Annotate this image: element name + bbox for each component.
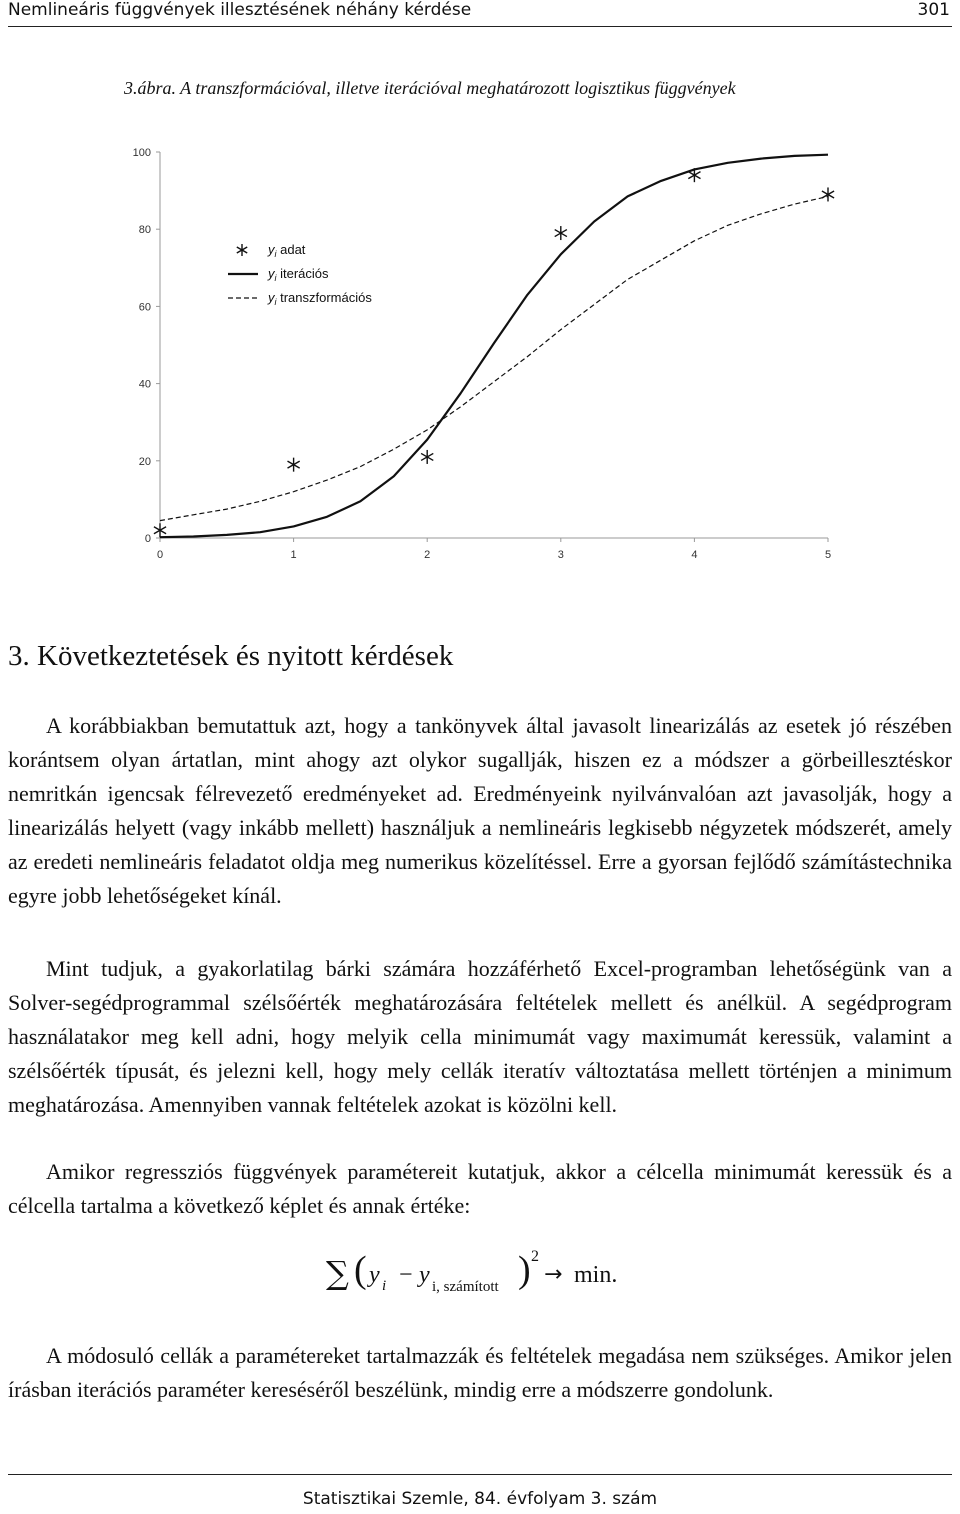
y-tick-label: 20	[138, 455, 151, 468]
data-point	[288, 458, 300, 472]
formula-power: 2	[531, 1248, 539, 1265]
y-tick-label: 80	[138, 224, 151, 237]
x-tick-label: 2	[424, 549, 431, 561]
x-tick-label: 0	[156, 549, 164, 561]
paragraph-2: Mint tudjuk, a gyakorlatilag bárki számára hozzáférhető Excel-programban lehetőségünk van a Solver-segédprogrammal szélsőérték meghatározására feltételek mellett és anélkül. A segédprogram használatakor meg kell adni, hogy melyik cella minimumát vagy maximumát keressük, valamint a szélsőérték típusát, és jelezni kell, hogy mely cellák iteratív változtatása mellett történjen a minimum meghatározása. Amennyiben vannak feltételek azokat is közölni kell.	[8, 956, 952, 1117]
chart-points	[154, 168, 834, 537]
data-point	[154, 523, 166, 537]
formula-sub-calc: i, számított	[432, 1279, 499, 1295]
formula-y: y	[369, 1262, 380, 1288]
y-tick-label: 40	[138, 378, 151, 391]
page-number: 301	[917, 0, 950, 20]
chart-curves	[160, 155, 828, 538]
x-tick-label: 3	[557, 549, 564, 561]
data-point	[822, 187, 834, 201]
chart-legend	[228, 242, 372, 307]
transformacios-curve	[160, 196, 828, 520]
formula-right-paren: )	[518, 1249, 531, 1291]
logistic-chart	[0, 128, 960, 578]
legend-marker-adat	[237, 244, 247, 256]
formula-sum-sign: ∑	[326, 1254, 349, 1292]
figure-caption: 3.ábra. A transzformációval, illetve iterációval meghatározott logisztikus függvények	[124, 78, 736, 98]
section-heading: 3. Következtetések és nyitott kérdések	[8, 640, 454, 672]
paragraph-1: A korábbiakban bemutattuk azt, hogy a tankönyvek által javasolt linearizálás az esetek jó részében korántsem olyan ártatlan, mint ahogy azt olykor sugallják, hiszen ez a módszer a görbeillesztéskor nemritkán igencsak félrevezető eredményeket ad. Eredményeink nyilvánvalóan azt javasolják, hogy a linearizálás helyett (vagy inkább mellett) használjuk a nemlineáris legkisebb négyzetek módszerét, amely az eredeti nemlineáris feladatot oldja meg numerikus közelítéssel. Erre a gyorsan fejlődő számítástechnika egyre jobb lehetőségeket kínál.	[8, 713, 952, 908]
chart-axes	[133, 147, 831, 561]
legend-label: $y_i$ iterációs	[268, 266, 329, 283]
formula-y-calc: y	[419, 1262, 430, 1288]
formula-arrow: →	[544, 1262, 563, 1287]
data-point	[421, 450, 433, 464]
formula-sub-i: i	[382, 1278, 387, 1294]
x-tick-label: 1	[290, 549, 297, 561]
paragraph-3: Amikor regressziós függvények paramétereit kutatjuk, akkor a célcella minimumát keressük és a célcella tartalma a következő képlet és annak értéke:	[8, 1159, 952, 1218]
iteracios-curve	[160, 155, 828, 538]
y-tick-label: 0	[144, 533, 151, 545]
data-point	[555, 226, 567, 240]
formula-result: min.	[574, 1262, 618, 1288]
legend-label: $y_i$ transzformációs	[268, 290, 372, 307]
footer-text: Statisztikai Szemle, 84. évfolyam 3. szám	[302, 1489, 658, 1509]
x-tick-label: 5	[824, 549, 832, 561]
sum-of-squares-formula	[326, 1248, 726, 1308]
page-footer	[8, 1474, 952, 1509]
header-title: Nemlineáris függvények illesztésének néhány kérdése	[8, 0, 472, 20]
y-tick-label: 60	[138, 301, 151, 314]
x-tick-label: 4	[691, 549, 698, 561]
formula-left-paren: (	[354, 1249, 367, 1291]
y-tick-label: 100	[132, 147, 151, 159]
legend-label: $y_i$ adat	[268, 242, 306, 259]
running-header	[8, 0, 952, 27]
formula-minus: −	[399, 1262, 413, 1288]
paragraph-4: A módosuló cellák a paramétereket tartalmazzák és feltételek megadása nem szükséges. Amikor jelen írásban iterációs paraméter kereséséről beszélünk, mindig erre a módszerre gondolunk.	[8, 1343, 952, 1402]
